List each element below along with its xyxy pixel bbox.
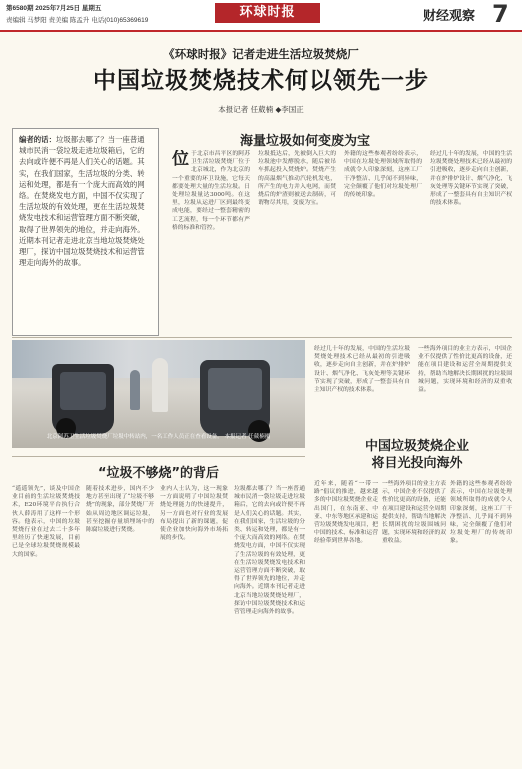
section3-column-3: 外籍的这些参观者纷纷表示，中国在垃圾处理领域所取得的成就令人印象深刻，这座工厂干净整洁、几乎闻不到异味，完全颠覆了他们对垃圾处理厂的传统印象。 [450,481,512,545]
section2-intro-column-1: 经过几十年的发展，中国的生活垃圾焚烧处理技术已经从最初的引进吸收，逐步走向自主创新，并在炉排炉设计、烟气净化、飞灰处理等关键环节实现了突破，形成了一整套具有自主知识产权的技术体系。 [314,346,410,394]
dropcap: 位 [172,150,189,169]
section-name: 财经观察 [423,9,476,24]
editor-note-label: 编者的话： [19,135,56,144]
section2-intro-column-2: 一些海外项目的业主方表示，中国企业不仅提供了性价比更高的设备，还能在项目建设和运营全周期提供支持，帮助当地解决长期困扰的垃圾围城问题，实现环境和经济的双重收益。 [418,346,512,394]
section1-title: 海量垃圾如何变废为宝 [240,134,371,149]
newspaper-masthead: 环球时报 [215,3,320,23]
page-header [0,0,522,32]
section1-column-1 [172,150,250,330]
section3-title-line2: 将目光投向海外 [371,456,463,471]
editor-info: 责编辑 马梦阳 责美编 陈孟升 电话(010)65369619 [6,17,149,24]
section1-column-2: 垃圾抵达后，先被倒入巨大的垃圾池中发酵脱水，随后被吊车抓起投入焚烧炉。焚烧产生的高温烟气推动汽轮机发电，所产生的电力并入电网，而焚烧后的炉渣则被送去制砖，可谓物尽其用，变废为宝。 [258,151,336,207]
divider [12,337,512,338]
section2-column-2: 随着技术进步，国内不少地方甚至出现了“垃圾不够烧”的现象，部分焚烧厂开始从周边地区调运垃圾，甚至挖掘存量填埋场中的陈腐垃圾进行焚烧。 [86,486,154,534]
section1-column-1-text: 于北京市昌平区的阿苏卫生活垃圾焚烧厂位于北京城北，作为北京的一个重要的环卫设施，它每天都要处理大量的生活垃圾。日处理垃圾量达3000吨。在这里，垃圾从运进厂区到最终变成电能，要经过一整套精密的工艺流程，每一个环节都有严格的标准和管控。 [172,151,250,231]
section3-title-line1: 中国垃圾焚烧企业 [364,439,469,454]
section2-column-4: 垃圾都去哪了？当一座普通城市民消一袋垃圾走进垃圾箱后，它的去向或许便不再是人们关心的话题。其实，在我们国家，生活垃圾的分类、转运和处理，都是有一个庞大而高效的网络。在焚烧发电方面，中国不仅实现了生活垃圾的有效处理，更在生活垃圾焚烧发电技术和运营管理方面不断突破，取得了世界领先的地位，并走向海外。近期本刊记者走进北京当地垃圾焚烧处理厂，探访中国垃圾焚烧技术和运营管理走向海外的故事。 [234,486,305,616]
divider [12,456,305,457]
photo-equipment [208,368,262,410]
article-headline: 中国垃圾焚烧技术何以领先一步 [93,68,429,94]
section3-column-2: 一些海外项目的业主方表示，中国企业不仅提供了性价比更高的设备，还能在项目建设和运营全周期提供支持，帮助当地解决长期困扰的垃圾围城问题，实现环境和经济的双重收益。 [382,481,446,545]
section2-column-3: 业内人士认为，这一现象一方面说明了中国垃圾焚烧处理能力的快速提升，另一方面也对行业的发展布局提出了新的课题，促使企业加快向海外市场拓展的步伐。 [160,486,228,542]
editor-note-text: 垃圾都去哪了？当一座普通城市民消一袋垃圾走进垃圾箱后，它的去向或许便不再是人们关心的话题。其实，在我们国家，生活垃圾的分类、转运和处理，都是有一个庞大而高效的网络。在焚烧发电方面，中国不仅实现了生活垃圾的有效处理，更在生活垃圾焚烧发电技术和运营管理方面不断突破，取得了世界领先的地位，并走向海外。近期本刊记者走进北京当地垃圾焚烧处理厂，探访中国垃圾焚烧技术和运营管理走向海外的故事。 [19,135,145,268]
photo-person [130,370,140,410]
section2-title: “垃圾不够烧”的背后 [97,466,220,481]
section1-column-3: 外籍的这些参观者纷纷表示，中国在垃圾处理领域所取得的成就令人印象深刻，这座工厂干净整洁、几乎闻不到异味，完全颠覆了他们对垃圾处理厂的传统印象。 [344,151,422,199]
photo-equipment [60,372,106,410]
photo-person [152,358,168,412]
photo-caption: 北京阿苏卫生活垃圾焚烧厂垃圾中转站内，一名工作人员正在查看设备。 本报记者 任葳楠摄 [46,434,271,440]
article-byline: 本报记者 任葳楠 ◆李国正 [218,105,304,114]
issue-info: 第6580期 2025年7月25日 星期五 [6,5,102,12]
section1-column-4: 经过几十年的发展，中国的生活垃圾焚烧处理技术已经从最初的引进吸收，逐步走向自主创新，并在炉排炉设计、烟气净化、飞灰处理等关键环节实现了突破，形成了一整套具有自主知识产权的技术体系。 [430,151,512,207]
article-kicker: 《环球时报》记者走进生活垃圾焚烧厂 [163,47,359,61]
page-number: 7 [492,0,509,28]
section3-column-1: 近年来，随着“一带一路”倡议的推进，越来越多的中国垃圾焚烧企业走出国门，在东南亚、中亚、中东等地区承建和运营垃圾焚烧发电项目，把中国的技术、标准和运营经验带到世界各地。 [314,481,378,545]
editor-note-box [12,128,159,336]
section2-column-1: “遥遥领先”，谈及中国企业目前的生活垃圾焚烧技术，E20环境平台执行合伙人薛涛用了这样一个形容。他表示，中国的垃圾焚烧行业在过去二十多年里经历了快速发展，目前已是全球垃圾焚烧规模最大的国家。 [12,486,80,558]
section3-title [337,438,497,472]
